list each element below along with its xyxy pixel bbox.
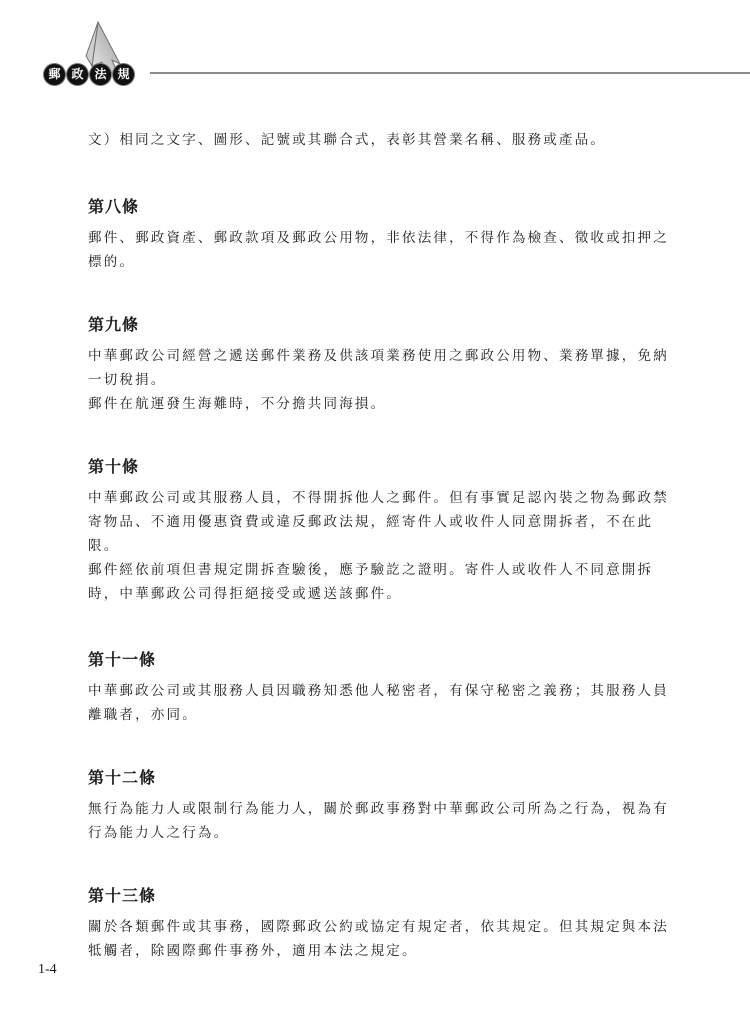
article-8 (88, 194, 673, 274)
header-badge: 規 (113, 64, 134, 85)
article-11 (88, 647, 673, 727)
page-number: 1-4 (38, 962, 57, 977)
header-rule (150, 72, 750, 74)
article-9 (88, 312, 673, 416)
intro-continuation (88, 128, 663, 152)
article-title: 第十二條 (88, 768, 157, 787)
header-badge: 政 (67, 64, 88, 85)
article-paragraph: 中華郵政公司或其服務人員，不得開拆他人之郵件。但有事實足認內裝之物為郵政禁寄物品、不適用優惠資費或違反郵政法規，經寄件人或收件人同意開拆者，不在此限。 (88, 490, 669, 554)
page-header (0, 0, 750, 110)
article-13 (88, 883, 673, 963)
intro-text: 文）相同之文字、圖形、記號或其聯合式，表彰其營業名稱、服務或產品。 (88, 132, 607, 148)
article-title: 第十一條 (88, 650, 157, 669)
article-title: 第八條 (88, 197, 140, 216)
article-title: 第九條 (88, 315, 140, 334)
article-paragraph: 郵件在航運發生海難時，不分擔共同海損。 (88, 396, 387, 412)
header-badges (44, 64, 134, 85)
article-paragraph: 郵件、郵政資產、郵政款項及郵政公用物，非依法律，不得作為檢查、徵收或扣押之標的。 (88, 230, 669, 270)
article-paragraph: 關於各類郵件或其事務，國際郵政公約或協定有規定者，依其規定。但其規定與本法牴觸者，除國際郵件事務外，適用本法之規定。 (88, 919, 669, 959)
article-title: 第十條 (88, 457, 140, 476)
article-paragraph: 中華郵政公司或其服務人員因職務知悉他人秘密者，有保守秘密之義務；其服務人員離職者，亦同。 (88, 683, 669, 723)
article-paragraph: 郵件經依前項但書規定開拆查驗後，應予驗訖之證明。寄件人或收件人不同意開拆時，中華郵政公司得拒絕接受或遞送該郵件。 (88, 562, 654, 602)
article-10 (88, 454, 673, 606)
header-badge: 郵 (44, 64, 65, 85)
article-paragraph: 無行為能力人或限制行為能力人，關於郵政事務對中華郵政公司所為之行為，視為有行為能力人之行為。 (88, 801, 669, 841)
article-12 (88, 765, 673, 845)
header-badge: 法 (90, 64, 111, 85)
article-paragraph: 中華郵政公司經營之遞送郵件業務及供該項業務使用之郵政公用物、業務單據，免納一切稅捐。 (88, 348, 669, 388)
article-title: 第十三條 (88, 886, 157, 905)
